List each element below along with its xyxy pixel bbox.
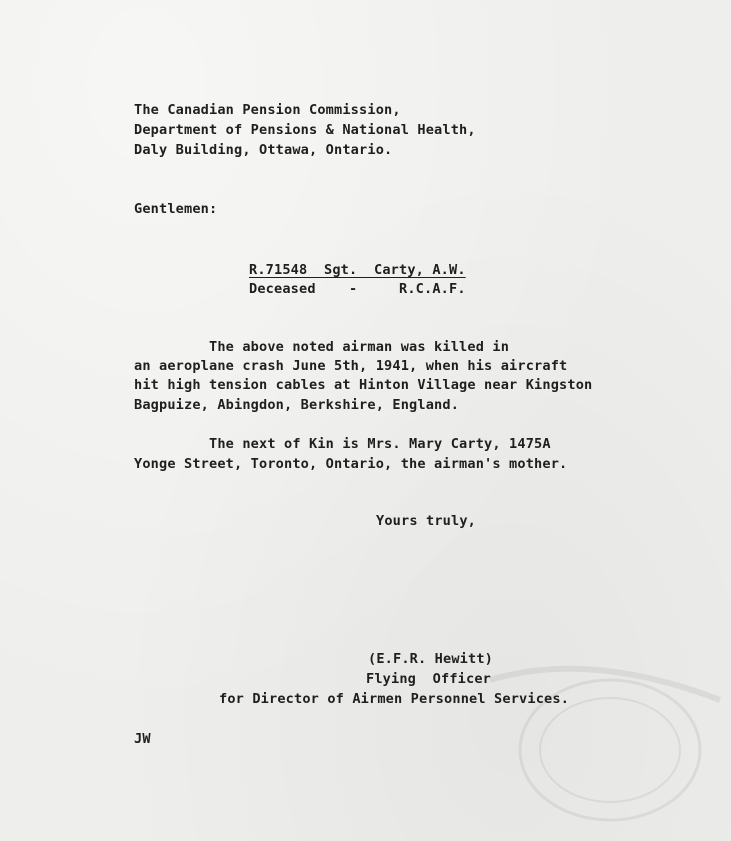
body-paragraph-1-line-4: Bagpuize, Abingdon, Berkshire, England. (134, 397, 460, 413)
body-paragraph-1-line-3: hit high tension cables at Hinton Village near Kingston (134, 377, 593, 393)
body-paragraph-2-line-1: The next of Kin is Mrs. Mary Carty, 1475A (134, 436, 551, 452)
address-line-1: The Canadian Pension Commission, (134, 102, 401, 118)
body-paragraph-1-line-2: an aeroplane crash June 5th, 1941, when his aircraft (134, 358, 568, 374)
body-paragraph-2-line-2: Yonge Street, Toronto, Ontario, the airman's mother. (134, 456, 568, 472)
signature-rank: Flying Officer (366, 671, 492, 687)
typist-initials: JW (134, 731, 151, 747)
salutation: Gentlemen: (134, 201, 218, 217)
show-through-seal (470, 640, 731, 830)
signature-title: for Director of Airmen Personnel Services. (219, 691, 570, 707)
address-line-2: Department of Pensions & National Health, (134, 122, 476, 138)
closing: Yours truly, (376, 513, 477, 529)
subject-line-2: Deceased - R.C.A.F. (249, 281, 466, 297)
signature-name: (E.F.R. Hewitt) (368, 651, 494, 667)
body-paragraph-1-line-1: The above noted airman was killed in (134, 339, 510, 355)
address-line-3: Daly Building, Ottawa, Ontario. (134, 142, 393, 158)
subject-line-1: R.71548 Sgt. Carty, A.W. (249, 262, 466, 278)
